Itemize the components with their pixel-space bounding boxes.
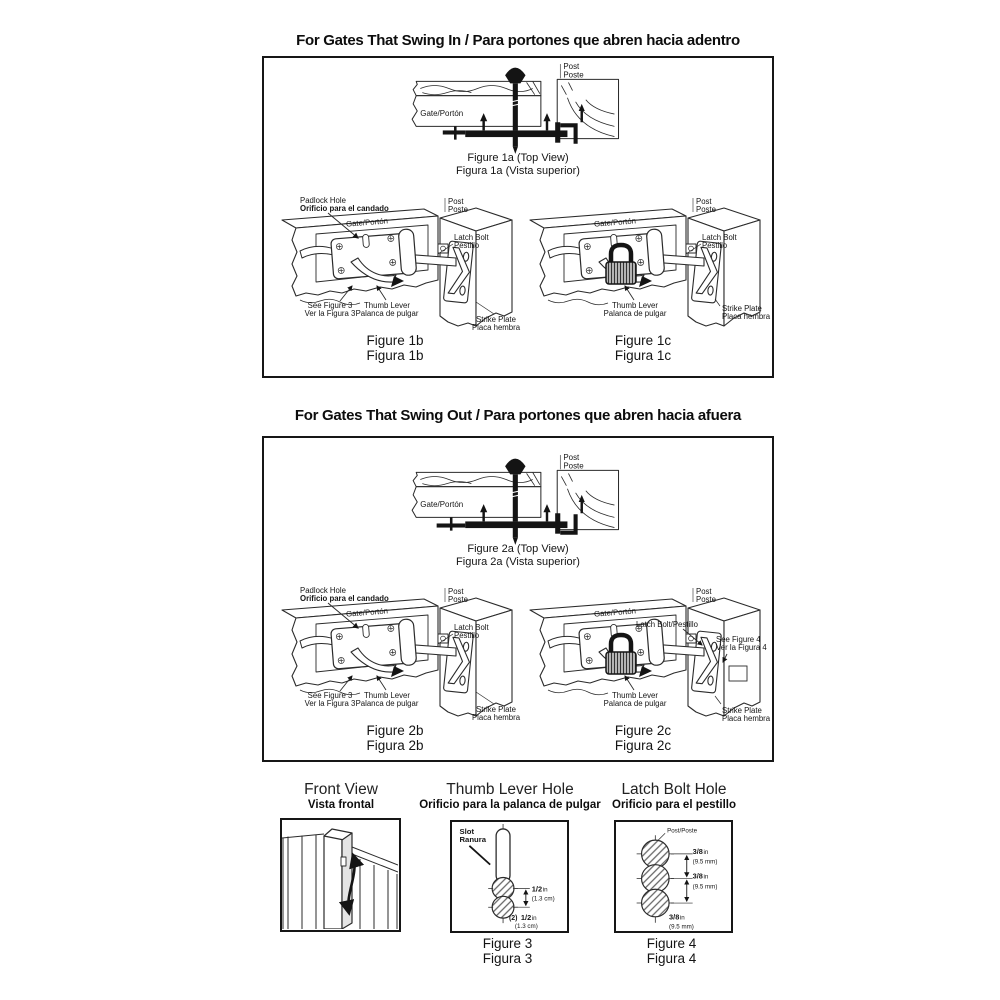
label-strike-plate-es: Placa hembra: [471, 713, 521, 722]
dim2-qty: (2): [509, 915, 518, 923]
label-latch-bolt-en: Latch Bolt: [702, 233, 737, 242]
thumb-hole-title-es: Orificio para la palanca de pulgar: [419, 799, 601, 811]
label-gate: Gate/Portón: [420, 109, 464, 119]
label-post-en: Post: [696, 197, 712, 206]
label-thumb-lever-en: Thumb Lever: [612, 691, 658, 700]
label-latch-bolt-es: Pestillo: [702, 241, 728, 250]
figure-1a-caption: Figure 1a (Top View) Figura 1a (Vista superior): [456, 152, 580, 177]
label-gate: Gate/Portón: [593, 216, 637, 229]
figure-2b-caption: Figure 2b Figura 2b: [366, 723, 424, 753]
figure-1b-caption: Figure 1b Figura 1b: [366, 333, 424, 363]
dim2-metric: (9.5 mm): [692, 883, 718, 891]
label-post-en: Post: [448, 587, 464, 596]
panel-swing-in: [262, 56, 774, 378]
label-slot-es: Ranura: [459, 834, 487, 844]
dim1-unit: in: [542, 886, 548, 894]
figure-1c-caption: Figure 1c Figura 1c: [614, 333, 672, 363]
figure-4-caption: Figure 4 Figura 4: [646, 936, 697, 966]
label-post-en: Post: [696, 587, 712, 596]
label-thumb-lever-es: Palanca de pulgar: [603, 309, 667, 318]
front-view-drawing: [282, 821, 398, 929]
panel-swing-out: [262, 436, 774, 762]
thumb-hole-drawing: [452, 823, 566, 930]
figure-2c-caption: Figure 2c Figura 2c: [614, 723, 672, 753]
dim1-metric: (1.3 cm): [531, 895, 555, 903]
label-gate: Gate/Portón: [593, 606, 637, 619]
latch-hole-title-en: Latch Bolt Hole: [621, 781, 727, 798]
label-padlock-hole-en: Padlock Hole: [300, 586, 346, 595]
figure-2c-drawing: [518, 586, 771, 723]
label-see-figure-es: Ver la Figura 3: [304, 309, 356, 318]
label-post-es: Poste: [563, 461, 584, 471]
dim2-unit: in: [703, 873, 709, 881]
label-padlock-hole-es: Orificio para el candado: [300, 204, 389, 213]
label-see-figure-es: Ver la Figura 4: [716, 643, 767, 652]
label-post: Post/Poste: [667, 827, 698, 835]
figure-2b-drawing: [270, 586, 520, 720]
label-strike-plate-en: Strike Plate: [722, 304, 762, 313]
figure-1b-drawing: [270, 196, 520, 330]
label-thumb-lever-en: Thumb Lever: [612, 301, 658, 310]
label-gate: Gate/Portón: [420, 500, 464, 510]
label-strike-plate-es: Placa hembra: [471, 323, 521, 332]
front-view-title-es: Vista frontal: [307, 799, 375, 811]
thumb-hole-title-en: Thumb Lever Hole: [446, 781, 574, 798]
label-thumb-lever-es: Palanca de pulgar: [603, 699, 667, 708]
label-see-figure-en: See Figure 3: [307, 691, 353, 700]
label-thumb-lever-es: Palanca de pulgar: [355, 309, 419, 318]
label-see-figure-en: See Figure 4: [716, 635, 761, 644]
label-latch-bolt-es: Pestillo: [454, 631, 480, 640]
label-latch-bolt-en: Latch Bolt: [454, 623, 489, 632]
dim2-fraction: 1/2: [520, 913, 532, 923]
dim3-metric: (9.5 mm): [669, 923, 694, 931]
section-title-swing-out: For Gates That Swing Out / Para portones que abren hacia afuera: [294, 407, 742, 424]
label-padlock-hole-en: Padlock Hole: [300, 196, 346, 205]
dim1-fraction: 1/2: [531, 884, 543, 894]
label-latch-bolt: Latch Bolt/Pestillo: [636, 620, 698, 629]
dim1-unit: in: [703, 848, 709, 856]
label-strike-plate-en: Strike Plate: [476, 315, 516, 324]
figure-2a-caption: Figure 2a (Top View) Figura 2a (Vista superior): [456, 543, 580, 568]
label-thumb-lever-en: Thumb Lever: [364, 691, 410, 700]
latch-hole-drawing: [616, 823, 730, 930]
label-post-es: Poste: [448, 595, 468, 604]
front-view-box: [280, 818, 401, 932]
label-post-en: Post: [448, 197, 464, 206]
label-see-figure-en: See Figure 3: [307, 301, 353, 310]
figure-3-caption: Figure 3 Figura 3: [482, 936, 533, 966]
dim3-unit: in: [679, 914, 685, 922]
label-latch-bolt-es: Pestillo: [454, 241, 480, 250]
latch-hole-box: [614, 820, 733, 933]
front-view-title-en: Front View: [304, 781, 378, 798]
label-strike-plate-es: Placa hembra: [722, 312, 771, 321]
label-post-es: Poste: [448, 205, 468, 214]
figure-1a-drawing: [406, 63, 641, 157]
label-gate: Gate/Portón: [345, 606, 389, 619]
label-latch-bolt-en: Latch Bolt: [454, 233, 489, 242]
dim2-metric: (1.3 cm): [514, 923, 538, 931]
dim2-fraction: 3/8: [692, 871, 703, 881]
label-gate: Gate/Portón: [345, 216, 389, 229]
label-thumb-lever-es: Palanca de pulgar: [355, 699, 419, 708]
figure-1c-drawing: [518, 196, 771, 330]
dim1-fraction: 3/8: [692, 846, 703, 856]
label-thumb-lever-en: Thumb Lever: [364, 301, 410, 310]
label-post-en: Post: [563, 62, 580, 72]
label-post-es: Poste: [563, 70, 584, 80]
section-title-swing-in: For Gates That Swing In / Para portones que abren hacia adentro: [296, 32, 740, 49]
dim2-unit: in: [531, 915, 537, 923]
dim1-metric: (9.5 mm): [692, 858, 718, 866]
label-padlock-hole-es: Orificio para el candado: [300, 594, 389, 603]
label-see-figure-es: Ver la Figura 3: [304, 699, 356, 708]
label-strike-plate-en: Strike Plate: [722, 706, 762, 715]
label-strike-plate-en: Strike Plate: [476, 705, 516, 714]
thumb-hole-box: [450, 820, 569, 933]
dim3-fraction: 3/8: [669, 912, 680, 922]
label-strike-plate-es: Placa hembra: [722, 714, 771, 723]
label-slot-en: Slot: [459, 826, 475, 836]
label-post-es: Poste: [696, 595, 716, 604]
label-post-en: Post: [563, 453, 580, 463]
latch-hole-title-es: Orificio para el pestillo: [612, 799, 736, 811]
figure-2a-drawing: [406, 454, 641, 548]
label-post-es: Poste: [696, 205, 716, 214]
